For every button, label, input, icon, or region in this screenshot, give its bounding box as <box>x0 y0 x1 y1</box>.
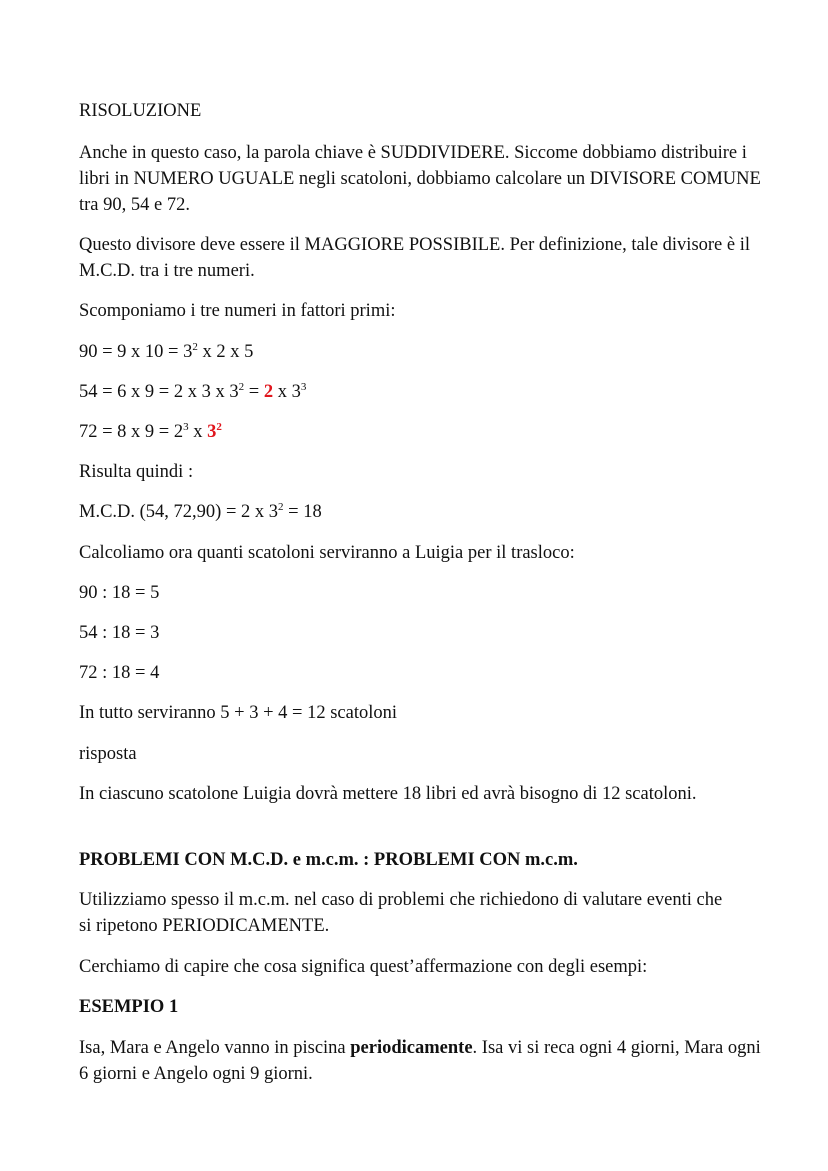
paragraph-scomponiamo: Scomponiamo i tre numeri in fattori primi: <box>79 301 396 321</box>
equation-mcd: M.C.D. (54, 72,90) = 2 x $3^2 = 18$ <box>79 501 322 522</box>
division-54: 54 : 18 = 3 <box>79 623 160 643</box>
text-risulta: Risulta quindi : <box>79 462 194 482</box>
division-72: 72 : 18 = 4 <box>79 663 160 683</box>
section-title: PROBLEMI CON M.C.D. e m.c.m. : PROBLEMI CON m.c.m. <box>79 850 578 870</box>
paragraph-intro: Anche in questo caso, la parola chiave è SUDDIVIDERE. Siccome dobbiamo distribuire i libri in NUMERO UGUALE negli scatoloni, dobbiamo calcolare un DIVISORE COMUNE tra 90, 54 e 72. <box>79 143 761 215</box>
heading-risoluzione: RISOLUZIONE <box>79 101 202 121</box>
equation-90: 90 = 9 x $10 = 3^2$ x 2 x 5 <box>79 341 254 362</box>
paragraph-answer: In ciascuno scatolone Luigia dovrà mettere 18 libri ed avrà bisogno di 12 scatoloni. <box>79 784 697 804</box>
paragraph-calcoliamo: Calcoliamo ora quanti scatoloni serviranno a Luigia per il trasloco: <box>79 543 575 563</box>
division-90: 90 : 18 = 5 <box>79 583 160 603</box>
paragraph-mcm: Utilizziamo spesso il m.c.m. nel caso di problemi che richiedono di valutare eventi che si ripetono PERIODICAMENTE. <box>79 890 723 936</box>
equation-54: 54 = 6 x 9 = 2 x 3 x $3^2 = 2$ x $3^3$ <box>79 381 307 402</box>
esempio-title: ESEMPIO 1 <box>79 997 179 1017</box>
paragraph-esempio: Isa, Mara e Angelo vanno in piscina periodicamente. Isa vi si reca ogni 4 giorni, Mara ogni 6 giorni e Angelo ogni 9 giorni. <box>79 1038 761 1084</box>
paragraph-capire: Cerchiamo di capire che cosa significa quest’affermazione con degli esempi: <box>79 957 648 977</box>
equation-72: 72 = 8 x $9 = 2^3$ x $3^2$ <box>79 421 222 442</box>
text-risposta: risposta <box>79 744 137 764</box>
paragraph-divisor: Questo divisore deve essere il MAGGIORE POSSIBILE. Per definizione, tale divisore è il M.C.D. tra i tre numeri. <box>79 235 751 281</box>
paragraph-in-tutto: In tutto serviranno 5 + 3 + 4 = 12 scatoloni <box>79 703 398 723</box>
